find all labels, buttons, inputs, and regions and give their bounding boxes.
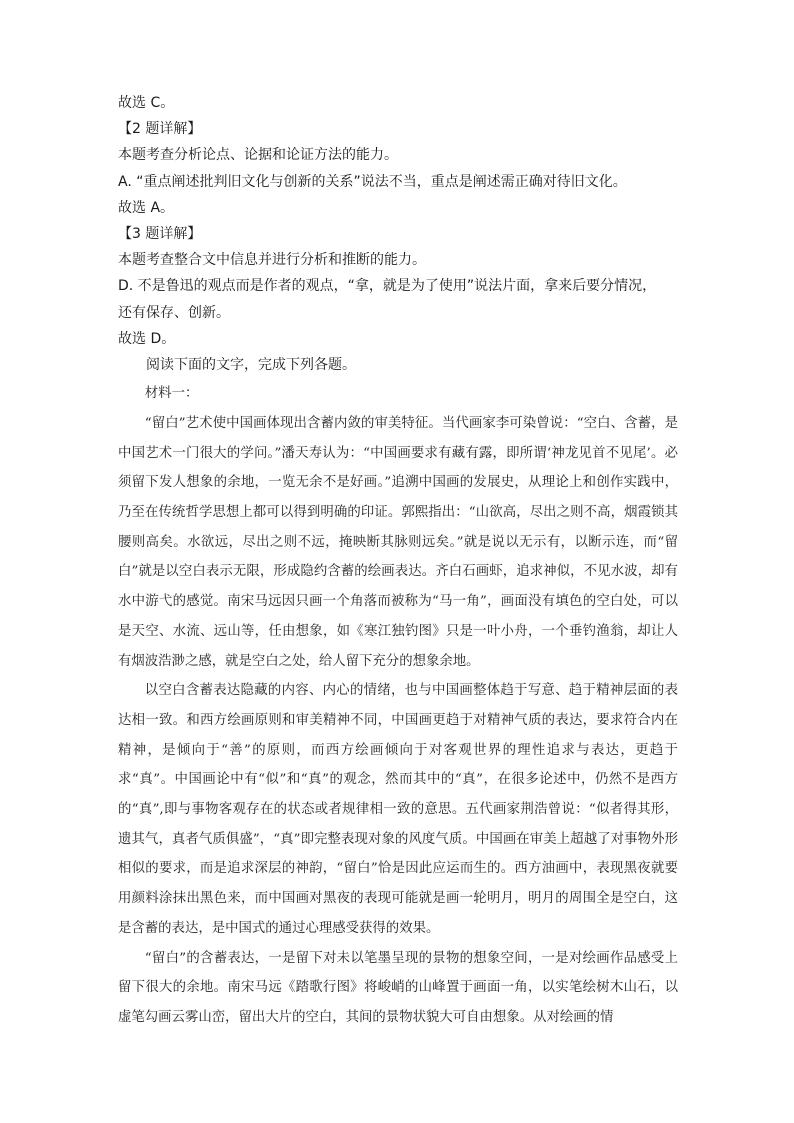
answer-line: 【3 题详解】 <box>118 226 202 243</box>
answer-line: 还有保存、创新。 <box>118 304 230 321</box>
answer-line: 【2 题详解】 <box>118 121 202 138</box>
answer-explanation <box>118 90 678 378</box>
answer-line: D. 不是鲁迅的观点而是作者的观点，“拿，就是为了使用”说法片面，拿来后要分情况， <box>118 278 657 295</box>
material-paragraph: “留白”的含蓄表达，一是留下对未以笔墨呈现的景物的想象空间，一是对绘画作品感受上留下很大的余地。南宋马远《踏歌行图》将峻峭的山峰置于画面一角，以实笔绘树木山石，以虚笔勾画云雾山峦，留出大片的空白，其间的景物状貌大可自由想象。从对绘画的情 <box>118 950 678 1025</box>
answer-line: A. “重点阐述批判旧文化与创新的关系”说法不当，重点是阐述需正确对待旧文化。 <box>118 173 627 190</box>
material-paragraph: “留白”艺术使中国画体现出含蓄内敛的审美特征。当代画家李可染曾说：“空白、含蓄，是中国艺术一门很大的学问。”潘天寿认为：“中国画要求有藏有露，即所谓‘神龙见首不见尾’。必须留下发人想象的余地，一览无余不是好画。”追溯中国画的发展史，从理论上和创作实践中，乃至在传统哲学思想上都可以得到明确的印证。郭熙指出：“山欲高，尽出之则不高，烟霞锁其腰则高矣。水欲远，尽出之则不远，掩映断其脉则远矣。”就是说以无示有，以断示连，而“留白”就是以空白表示无限，形成隐约含蓄的绘画表达。齐白石画虾，追求神似，不见水波，却有水中游弋的感觉。南宋马远因只画一个角落而被称为“马一角”，画面没有填色的空白处，可以是天空、水流、远山等，任由想象，如《寒江独钓图》只是一叶小舟，一个垂钓渔翁，却让人有烟波浩渺之感，就是空白之处，给人留下充分的想象余地。 <box>118 415 678 669</box>
material-paragraph: 以空白含蓄表达隐藏的内容、内心的情绪，也与中国画整体趋于写意、趋于精神层面的表达相一致。和西方绘画原则和审美精神不同，中国画更趋于对精神气质的表达，要求符合内在精神，是倾向于“善”的原则，而西方绘画倾向于对客观世界的理性追求与表达，更趋于求“真”。中国画论中有“似”和“真”的观念，然而其中的“真”，在很多论述中，仍然不是西方的“真”,即与事物客观存在的状态或者规律相一致的意思。五代画家荆浩曾说：“似者得其形，遗其气，真者气质俱盛”，“真”即完整表现对象的风度气质。中国画在审美上超越了对事物外形相似的要求，而是追求深层的神韵，“留白”恰是因此应运而生的。西方油画中，表现黑夜就要用颜料涂抹出黑色来，而中国画对黑夜的表现可能就是画一轮明月，明月的周围全是空白，这是含蓄的表达，是中国式的通过心理感受获得的效果。 <box>118 683 678 936</box>
answer-line: 故选 C。 <box>118 95 175 111</box>
document-page <box>118 90 678 1033</box>
answer-line: 故选 A。 <box>118 199 175 216</box>
reading-material <box>118 379 678 1032</box>
answer-line: 故选 D。 <box>118 330 176 347</box>
answer-line: 本题考查整合文中信息并进行分析和推断的能力。 <box>118 252 426 269</box>
material-label: 材料一： <box>144 386 199 402</box>
answer-line: 本题考查分析论点、论据和论证方法的能力。 <box>118 147 398 164</box>
reading-instruction: 阅读下面的文字，完成下列各题。 <box>146 357 356 374</box>
